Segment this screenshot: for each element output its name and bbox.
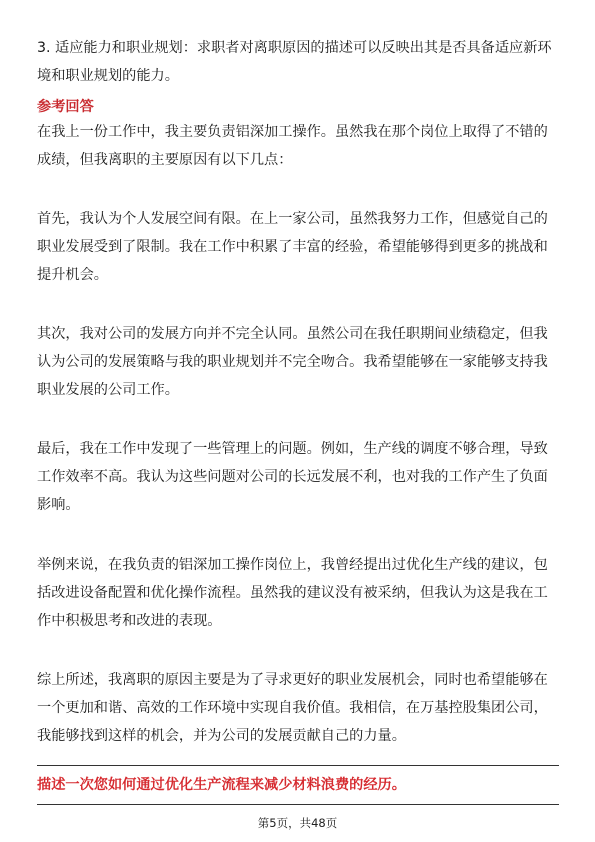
answer-paragraph-1: 在我上一份工作中，我主要负责铝深加工操作。虽然我在那个岗位上取得了不错的成绩，但我离职的主要原因有以下几点： xyxy=(37,124,548,168)
answer-paragraph-5: 举例来说，在我负责的铝深加工操作岗位上，我曾经提出过优化生产线的建议，包括改进设备配置和优化操作流程。虽然我的建议没有被采纳，但我认为这是我在工作中积极思考和改进的表现。 xyxy=(37,557,548,629)
next-question: 描述一次您如何通过优化生产流程来减少材料浪费的经历。 xyxy=(37,777,406,793)
section-divider-top xyxy=(37,765,559,766)
answer-label: 参考回答 xyxy=(37,99,94,115)
answer-paragraph-6: 综上所述，我离职的原因主要是为了寻求更好的职业发展机会，同时也希望能够在一个更加和谐、高效的工作环境中实现自我价值。我相信，在万基控股集团公司，我能够找到这样的机会，并为公司的发展贡献自己的力量。 xyxy=(37,672,548,744)
section-divider-bottom xyxy=(37,804,559,805)
answer-paragraph-2: 首先，我认为个人发展空间有限。在上一家公司，虽然我努力工作，但感觉自己的职业发展受到了限制。我在工作中积累了丰富的经验，希望能够得到更多的挑战和提升机会。 xyxy=(37,211,548,283)
answer-paragraph-3: 其次，我对公司的发展方向并不完全认同。虽然公司在我任职期间业绩稳定，但我认为公司的发展策略与我的职业规划并不完全吻合。我希望能够在一家能够支持我职业发展的公司工作。 xyxy=(37,326,548,398)
answer-paragraph-4: 最后，我在工作中发现了一些管理上的问题。例如，生产线的调度不够合理，导致工作效率不高。我认为这些问题对公司的长远发展不利，也对我的工作产生了负面影响。 xyxy=(37,441,548,513)
page-number: 第5页，共48页 xyxy=(257,816,338,830)
intro-point: 3. 适应能力和职业规划：求职者对离职原因的描述可以反映出其是否具备适应新环境和职业规划的能力。 xyxy=(37,40,552,84)
